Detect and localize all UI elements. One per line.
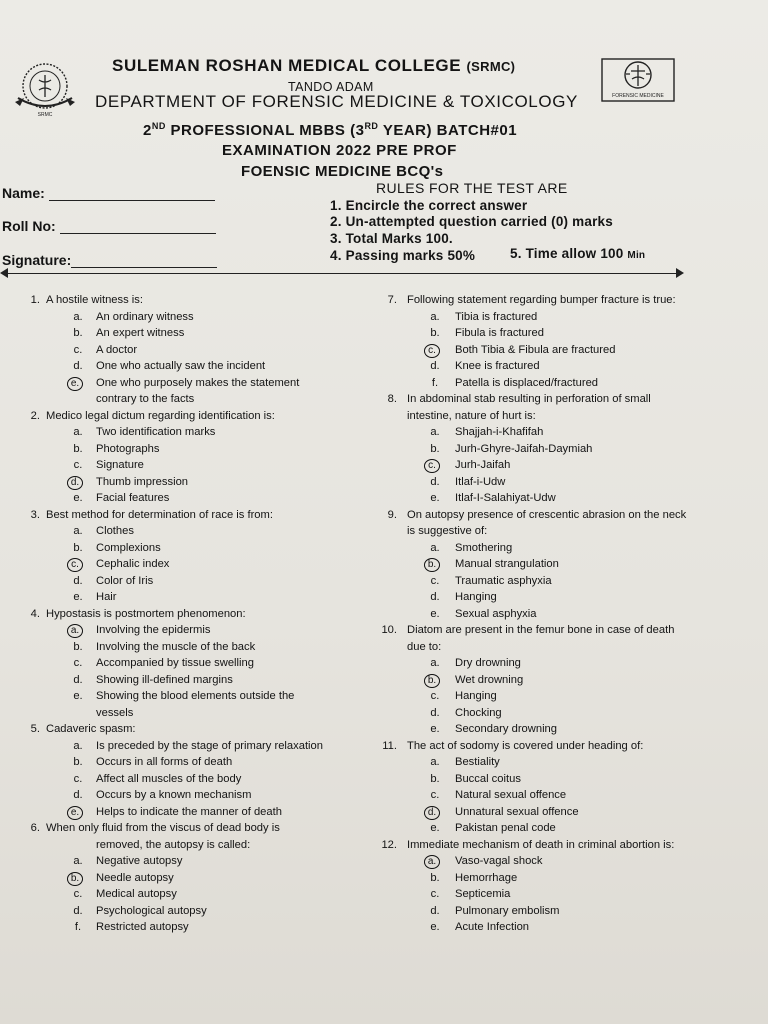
- option-letter: d.: [430, 360, 440, 372]
- option[interactable]: [371, 325, 716, 342]
- question-line: [371, 639, 716, 656]
- option[interactable]: [371, 919, 716, 936]
- option-text: Dry drowning: [455, 657, 521, 669]
- option[interactable]: [6, 655, 356, 672]
- option[interactable]: [371, 787, 716, 804]
- option[interactable]: [6, 639, 356, 656]
- option-letter: d.: [73, 789, 83, 801]
- prof-mid: PROFESSIONAL MBBS (3: [165, 122, 365, 139]
- question-text: In abdominal stab resulting in perforation of small: [407, 393, 651, 405]
- option[interactable]: [371, 870, 716, 887]
- option-text: Hanging: [455, 591, 497, 603]
- question-number: 2.: [30, 409, 40, 422]
- option-text: Medical autopsy: [96, 888, 177, 900]
- option-text: Chocking: [455, 706, 502, 719]
- signature-field[interactable]: [2, 252, 217, 268]
- option-letter: a.: [73, 310, 83, 323]
- option-text: Involving the epidermis: [96, 624, 211, 636]
- rule-4: 4. Passing marks 50%: [330, 248, 476, 263]
- option-letter: a.: [73, 855, 83, 867]
- option-text: Unnatural sexual offence: [455, 805, 579, 818]
- option-letter: d.: [430, 591, 440, 603]
- option-letter: e.: [73, 492, 83, 504]
- option-text: One who purposely makes the statement: [96, 376, 300, 389]
- question-line: [6, 606, 356, 623]
- question-number: 5.: [30, 723, 40, 735]
- option-text: Hanging: [455, 690, 497, 702]
- option-letter: b.: [73, 640, 83, 653]
- option-letter: b.: [430, 772, 440, 785]
- question-number: 12.: [381, 838, 397, 851]
- college-title: SULEMAN ROSHAN MEDICAL COLLEGE: [112, 56, 462, 75]
- option-text: Color of Iris: [96, 574, 154, 587]
- option[interactable]: [371, 771, 716, 788]
- option-text: Occurs in all forms of death: [96, 756, 233, 768]
- question-text: removed, the autopsy is called:: [96, 838, 251, 851]
- option[interactable]: [6, 853, 356, 870]
- question-line: [371, 292, 716, 309]
- option-text: Affect all muscles of the body: [96, 772, 242, 785]
- option-letter: a.: [67, 624, 83, 638]
- option-encircled[interactable]: [6, 556, 356, 573]
- option[interactable]: [6, 424, 356, 441]
- question-text: Immediate mechanism of death in criminal abortion is:: [407, 838, 675, 851]
- exam-title: EXAMINATION 2022 PRE PROF: [222, 142, 457, 159]
- question-1: [6, 292, 356, 408]
- option[interactable]: [371, 820, 716, 837]
- option-letter: d.: [73, 673, 83, 686]
- header-divider: [6, 273, 678, 274]
- option[interactable]: [6, 441, 356, 458]
- option-letter: c.: [430, 574, 440, 587]
- option[interactable]: [6, 672, 356, 689]
- option-letter: a.: [430, 657, 440, 669]
- option-text: Both Tibia & Fibula are fractured: [455, 343, 616, 356]
- question-text: Medico legal dictum regarding identification is:: [46, 409, 275, 422]
- option-letter: b.: [430, 327, 440, 339]
- option[interactable]: [371, 490, 716, 507]
- question-number: 9.: [387, 508, 397, 521]
- option-letter: a.: [424, 855, 440, 869]
- question-12: [371, 837, 716, 936]
- option-text: Negative autopsy: [96, 855, 183, 867]
- college-seal-icon: [12, 58, 78, 118]
- option-text: Knee is fractured: [455, 360, 540, 372]
- option-letter: b.: [424, 674, 440, 688]
- option-encircled[interactable]: [371, 457, 716, 474]
- question-line: [371, 837, 716, 854]
- option-text: Sexual asphyxia: [455, 607, 537, 620]
- question-3: [6, 507, 356, 606]
- roll-field[interactable]: [2, 218, 216, 234]
- question-number: 7.: [387, 294, 397, 306]
- question-text: Diatom are present in the femur bone in case of death: [407, 624, 675, 636]
- option-encircled[interactable]: [371, 804, 716, 821]
- question-number: 6.: [30, 822, 40, 834]
- option-text: Thumb impression: [96, 475, 189, 488]
- question-7: [371, 292, 716, 391]
- option[interactable]: [6, 457, 356, 474]
- arrow-left-icon: [0, 268, 8, 278]
- option-text: Vaso-vagal shock: [455, 855, 543, 867]
- question-number: 10.: [381, 624, 397, 636]
- option-text: Facial features: [96, 492, 170, 504]
- option-letter: c.: [430, 690, 440, 702]
- option-text: Itlaf-i-Udw: [455, 475, 506, 488]
- roll-label: Roll No:: [2, 218, 56, 234]
- option-encircled[interactable]: [371, 672, 716, 689]
- question-line: [6, 408, 356, 425]
- option-text: Septicemia: [455, 888, 511, 900]
- prof-sup2: RD: [364, 121, 379, 131]
- option[interactable]: [371, 424, 716, 441]
- option[interactable]: [371, 573, 716, 590]
- option-text: Complexions: [96, 541, 161, 554]
- option[interactable]: [6, 523, 356, 540]
- question-line: [371, 738, 716, 755]
- option-letter: e.: [67, 377, 83, 391]
- option-text: An ordinary witness: [96, 310, 194, 323]
- prof-sup: ND: [151, 121, 166, 131]
- option-letter: d.: [430, 904, 440, 917]
- option-letter: b.: [430, 442, 440, 455]
- town-name: TANDO ADAM: [288, 80, 374, 94]
- option-letter: e.: [67, 806, 83, 820]
- option-text: Accompanied by tissue swelling: [96, 657, 254, 669]
- option-text: Restricted autopsy: [96, 921, 189, 933]
- option-letter: d.: [430, 475, 440, 488]
- question-text: Cadaveric spasm:: [46, 723, 136, 735]
- question-4: [6, 606, 356, 722]
- option-text: Bestiality: [455, 756, 500, 768]
- option-letter: d.: [73, 360, 83, 372]
- option-letter: f.: [431, 376, 439, 389]
- option-text: Pakistan penal code: [455, 822, 556, 834]
- option[interactable]: [371, 886, 716, 903]
- option-text: An expert witness: [96, 327, 185, 339]
- option-text: Clothes: [96, 525, 134, 537]
- option-letter: b.: [73, 442, 83, 455]
- question-text: When only fluid from the viscus of dead body is: [46, 822, 280, 834]
- option-text: Wet drowning: [455, 673, 524, 686]
- option[interactable]: [6, 342, 356, 359]
- option-text: Hemorrhage: [455, 871, 518, 884]
- option-text: Showing ill-defined margins: [96, 673, 233, 686]
- option-letter: e.: [430, 492, 440, 504]
- question-line: [6, 292, 356, 309]
- question-line: [6, 837, 356, 854]
- question-2: [6, 408, 356, 507]
- question-10: [371, 622, 716, 738]
- option[interactable]: [6, 358, 356, 375]
- option-text: Hair: [96, 591, 117, 603]
- option-text: Needle autopsy: [96, 871, 174, 884]
- option-text: A doctor: [96, 343, 138, 356]
- option-text: Shajjah-i-Khafifah: [455, 426, 544, 438]
- option-text: Showing the blood elements outside the: [96, 690, 295, 702]
- option[interactable]: [371, 474, 716, 491]
- rule-5-text: 5. Time allow 100: [510, 246, 624, 261]
- option-letter: c.: [73, 772, 83, 785]
- option-text: Photographs: [96, 442, 160, 455]
- question-text: Following statement regarding bumper fracture is true:: [407, 294, 676, 306]
- question-9: [371, 507, 716, 623]
- name-field[interactable]: [2, 185, 215, 201]
- name-label: Name:: [2, 185, 45, 201]
- option[interactable]: [6, 309, 356, 326]
- option[interactable]: [6, 787, 356, 804]
- option[interactable]: [6, 490, 356, 507]
- option-letter: d.: [430, 706, 440, 719]
- option-continuation: vessels: [96, 706, 134, 719]
- option-text: Jurh-Ghyre-Jaifah-Daymiah: [455, 442, 593, 455]
- option[interactable]: [6, 738, 356, 755]
- option-letter: b.: [73, 541, 83, 554]
- option-text: Tibia is fractured: [455, 310, 538, 323]
- option-text: Pulmonary embolism: [455, 904, 560, 917]
- option-encircled[interactable]: [6, 474, 356, 491]
- question-line: [6, 507, 356, 524]
- option[interactable]: [371, 655, 716, 672]
- forensic-logo-icon: [601, 58, 675, 102]
- question-text: intestine, nature of hurt is:: [407, 409, 536, 422]
- option-letter: e.: [430, 921, 440, 933]
- option[interactable]: [6, 754, 356, 771]
- option-letter: a.: [430, 426, 440, 438]
- option[interactable]: [371, 754, 716, 771]
- option-encircled[interactable]: [6, 622, 356, 639]
- option-letter: d.: [424, 806, 440, 820]
- subject-title: FOENSIC MEDICINE BCQ's: [241, 163, 444, 180]
- option-letter: a.: [73, 426, 83, 438]
- option[interactable]: [371, 903, 716, 920]
- option-text: Traumatic asphyxia: [455, 574, 552, 587]
- question-number: 11.: [382, 739, 397, 752]
- prof-num: 2: [143, 122, 152, 139]
- option-letter: a.: [73, 739, 83, 752]
- option-letter: c.: [73, 343, 83, 356]
- question-line: [371, 408, 716, 425]
- option[interactable]: [371, 540, 716, 557]
- rule-3: 3. Total Marks 100.: [330, 231, 453, 246]
- question-line: [371, 391, 716, 408]
- option-encircled[interactable]: [6, 870, 356, 887]
- option[interactable]: [6, 540, 356, 557]
- option-letter: d.: [73, 574, 83, 587]
- option-text: Patella is displaced/fractured: [455, 376, 599, 389]
- option-letter: c.: [73, 657, 83, 669]
- college-abbr: (SRMC): [466, 59, 516, 74]
- prof-post: YEAR) BATCH#01: [378, 122, 518, 139]
- option[interactable]: [6, 886, 356, 903]
- option-text: Natural sexual offence: [455, 789, 567, 801]
- option-letter: c.: [424, 344, 440, 358]
- option-text: One who actually saw the incident: [96, 360, 266, 372]
- rule-5-unit: Min: [627, 250, 646, 261]
- option-letter: e.: [430, 723, 440, 735]
- option-encircled[interactable]: [371, 853, 716, 870]
- option-text: Fibula is fractured: [455, 327, 544, 339]
- option-letter: b.: [424, 558, 440, 572]
- option-letter: e.: [430, 822, 440, 834]
- question-6: [6, 820, 356, 936]
- option-letter: e.: [73, 690, 83, 702]
- option-text: Acute Infection: [455, 921, 530, 933]
- question-5: [6, 721, 356, 820]
- college-name: [112, 56, 515, 76]
- option-text: Secondary drowning: [455, 723, 557, 735]
- option-text: Psychological autopsy: [96, 904, 207, 917]
- option[interactable]: [371, 705, 716, 722]
- option[interactable]: [371, 309, 716, 326]
- option-letter: a.: [430, 756, 440, 768]
- option-encircled[interactable]: [6, 804, 356, 821]
- question-8: [371, 391, 716, 507]
- option-letter: c.: [67, 558, 83, 572]
- option-encircled[interactable]: [6, 375, 356, 392]
- option-text: Buccal coitus: [455, 772, 521, 785]
- option-letter: b.: [73, 756, 83, 768]
- option-letter: c.: [430, 789, 440, 801]
- question-text: Best method for determination of race is from:: [46, 508, 273, 521]
- question-number: 8.: [387, 393, 397, 405]
- question-text: is suggestive of:: [407, 525, 488, 537]
- option-letter: e.: [430, 607, 440, 620]
- option-text: Helps to indicate the manner of death: [96, 805, 282, 818]
- option[interactable]: [6, 589, 356, 606]
- option-letter: b.: [73, 327, 83, 339]
- option-text: Smothering: [455, 541, 513, 554]
- option-letter: c.: [73, 459, 83, 471]
- option[interactable]: [6, 771, 356, 788]
- option-text: Jurh-Jaifah: [455, 459, 511, 471]
- question-number: 1.: [30, 294, 40, 306]
- option-letter: d.: [73, 904, 83, 917]
- rule-5: [510, 246, 645, 261]
- option-text: Occurs by a known mechanism: [96, 789, 252, 801]
- option[interactable]: [6, 573, 356, 590]
- option-letter: a.: [430, 541, 440, 554]
- option[interactable]: [371, 375, 716, 392]
- question-line: [371, 523, 716, 540]
- option-letter: d.: [67, 476, 83, 490]
- option-text: Itlaf-I-Salahiyat-Udw: [455, 492, 556, 504]
- option[interactable]: [6, 688, 356, 705]
- option-text: Cephalic index: [96, 558, 170, 570]
- option[interactable]: [6, 325, 356, 342]
- option-encircled[interactable]: [371, 556, 716, 573]
- question-line: [371, 622, 716, 639]
- arrow-right-icon: [676, 268, 684, 278]
- question-11: [371, 738, 716, 837]
- professional-year: [143, 121, 517, 139]
- department-title: DEPARTMENT OF FORENSIC MEDICINE & TOXICOLOGY: [95, 92, 578, 111]
- seal-caption: SRMC: [37, 112, 53, 118]
- option-text: Is preceded by the stage of primary relaxation: [96, 739, 323, 752]
- option-encircled[interactable]: [371, 342, 716, 359]
- option-letter: e.: [73, 591, 83, 603]
- option[interactable]: [371, 441, 716, 458]
- option[interactable]: [371, 358, 716, 375]
- option[interactable]: [371, 589, 716, 606]
- rule-1: 1. Encircle the correct answer: [330, 198, 528, 213]
- rule-2: 2. Un-attempted question carried (0) marks: [330, 214, 613, 229]
- questions-right-column: [371, 292, 716, 936]
- option[interactable]: [371, 721, 716, 738]
- signature-label: Signature:: [2, 252, 72, 268]
- question-text: On autopsy presence of crescentic abrasion on the neck: [407, 508, 687, 521]
- option-letter: c.: [430, 888, 440, 900]
- question-line: [6, 820, 356, 837]
- option-text: Two identification marks: [96, 426, 216, 438]
- question-line: [6, 721, 356, 738]
- option-letter: a.: [430, 310, 440, 323]
- question-number: 3.: [30, 508, 40, 521]
- option-continuation: contrary to the facts: [96, 393, 195, 405]
- logo-caption: FORENSIC MEDICINE: [612, 93, 664, 99]
- option-text: Manual strangulation: [455, 558, 559, 570]
- option-letter: c.: [424, 459, 440, 473]
- question-text: due to:: [407, 640, 442, 653]
- questions-left-column: [6, 292, 356, 936]
- option-letter: b.: [430, 871, 440, 884]
- question-text: The act of sodomy is covered under heading of:: [407, 739, 644, 752]
- option[interactable]: [371, 606, 716, 623]
- option[interactable]: [6, 903, 356, 920]
- option[interactable]: [371, 688, 716, 705]
- option-text: Involving the muscle of the back: [96, 640, 256, 653]
- question-line: [371, 507, 716, 524]
- option-letter: a.: [73, 525, 83, 537]
- option[interactable]: [6, 919, 356, 936]
- option-letter: c.: [73, 888, 83, 900]
- option-letter: b.: [67, 872, 83, 886]
- question-number: 4.: [30, 607, 40, 620]
- question-text: Hypostasis is postmortem phenomenon:: [46, 607, 246, 620]
- option-text: Signature: [96, 459, 144, 471]
- rules-title: RULES FOR THE TEST ARE: [376, 180, 568, 196]
- question-text: A hostile witness is:: [46, 294, 143, 306]
- option-letter: f.: [74, 921, 82, 933]
